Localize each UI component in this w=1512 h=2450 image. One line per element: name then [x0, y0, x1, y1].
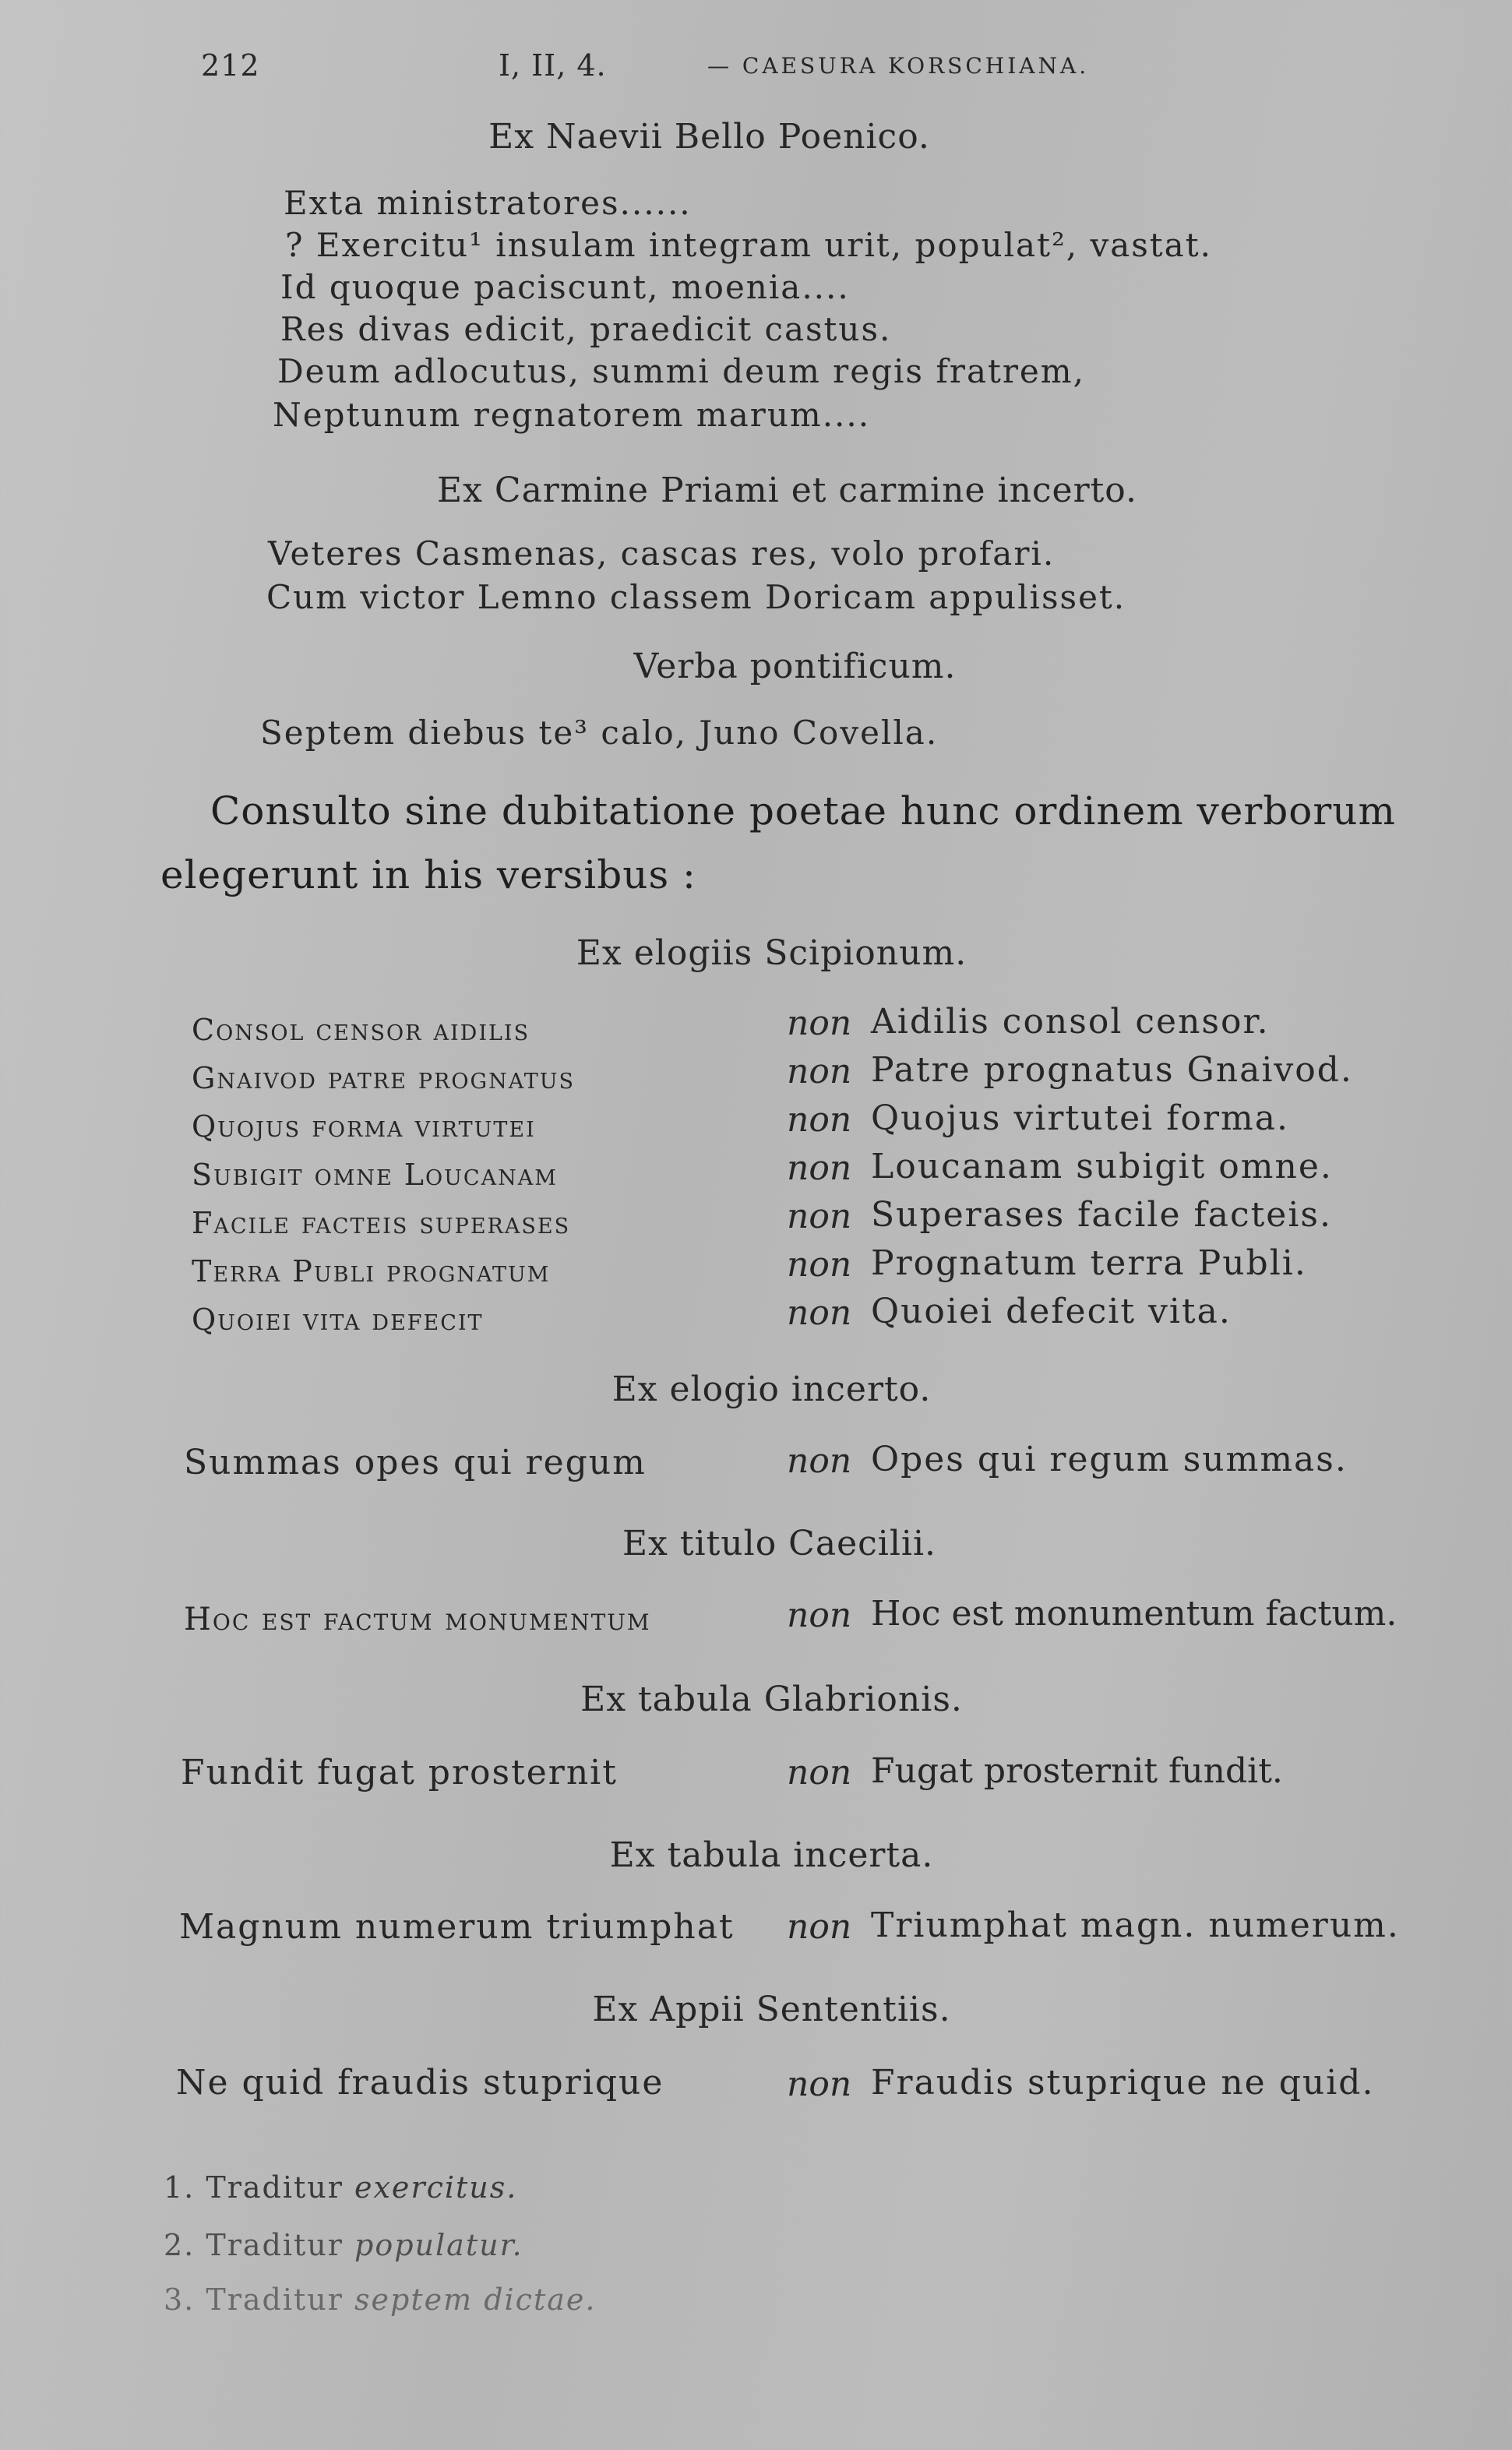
verse-line: Veteres Casmenas, cascas res, volo profari.: [268, 534, 1056, 573]
non-label: non: [787, 1907, 852, 1947]
verse-line: Neptunum regnatorem marum....: [273, 396, 871, 434]
heading-caecilii: Ex titulo Caecilii.: [622, 1524, 937, 1563]
non-label: non: [787, 1753, 852, 1793]
footnote-term: populatur.: [354, 2228, 523, 2262]
elogium-original: Consol censor aidilis: [192, 1013, 530, 1047]
elogium-alternative: Fugat prosternit fundit.: [871, 1751, 1283, 1791]
elogium-alternative: Opes qui regum summas.: [871, 1440, 1348, 1479]
non-label: non: [787, 1197, 852, 1236]
heading-elogio-incerto: Ex elogio incerto.: [611, 1370, 932, 1409]
footnote-number: 3.: [164, 2283, 196, 2317]
footnote: [164, 2283, 596, 2317]
non-label: non: [787, 2064, 852, 2104]
footnote: [164, 2228, 523, 2262]
elogium-original: Subigit omne Loucanam: [192, 1158, 558, 1192]
heading-scipionum: Ex elogiis Scipionum.: [576, 933, 967, 973]
elogium-original: Magnum numerum triumphat: [179, 1907, 735, 1947]
heading-pontificum: Verba pontificum.: [633, 647, 957, 686]
prose-line: elegerunt in his versibus :: [160, 852, 696, 897]
heading-tabula-incerta: Ex tabula incerta.: [609, 1835, 934, 1875]
footnote-word: Traditur: [206, 2228, 344, 2262]
elogium-original: Quoiei vita defecit: [192, 1303, 484, 1337]
elogium-alternative: Patre prognatus Gnaivod.: [871, 1050, 1353, 1090]
elogium-original: Gnaivod patre prognatus: [192, 1061, 575, 1095]
verse-line: Res divas edicit, praedicit castus.: [280, 310, 892, 348]
footnote-number: 1.: [164, 2170, 196, 2205]
elogium-alternative: Prognatum terra Publi.: [871, 1243, 1307, 1283]
footnote-term: septem dictae.: [354, 2283, 597, 2317]
heading-appii: Ex Appii Sententiis.: [592, 1990, 951, 2029]
elogium-alternative: Triumphat magn. numerum.: [871, 1905, 1400, 1945]
elogium-original: Facile facteis superases: [192, 1206, 571, 1240]
non-label: non: [787, 1100, 852, 1140]
footnote-word: Traditur: [206, 2170, 344, 2205]
heading-glabrionis: Ex tabula Glabrionis.: [580, 1680, 963, 1719]
non-label: non: [787, 1441, 852, 1481]
verse-line: ? Exercitu¹ insulam integram urit, populat², vastat.: [285, 226, 1212, 264]
elogium-alternative: Superases facile facteis.: [871, 1195, 1332, 1235]
verse-line: Exta ministratores......: [284, 184, 692, 222]
verse-line: Septem diebus te³ calo, Juno Covella.: [260, 714, 939, 752]
elogium-original: Summas opes qui regum: [184, 1443, 647, 1482]
elogium-alternative: Loucanam subigit omne.: [871, 1147, 1333, 1186]
non-label: non: [787, 1052, 852, 1091]
heading-priami: Ex Carmine Priami et carmine incerto.: [436, 471, 1138, 510]
prose-line: Consulto sine dubitatione poetae hunc ordinem verborum: [210, 788, 1396, 834]
verse-line: Deum adlocutus, summi deum regis fratrem,: [277, 352, 1085, 390]
footnote-term: exercitus.: [354, 2170, 518, 2205]
heading-naevius: Ex Naevii Bello Poenico.: [488, 117, 930, 157]
footnote-word: Traditur: [206, 2283, 344, 2317]
elogium-alternative: Quoiei defecit vita.: [871, 1292, 1232, 1331]
running-title: — CAESURA KORSCHIANA.: [707, 53, 1090, 79]
non-label: non: [787, 1293, 852, 1333]
elogium-alternative: Quojus virtutei forma.: [871, 1098, 1289, 1138]
elogium-original: Ne quid fraudis stuprique: [176, 2063, 664, 2103]
elogium-original: Terra Publi prognatum: [192, 1254, 551, 1288]
non-label: non: [787, 1245, 852, 1285]
verse-line: Cum victor Lemno classem Doricam appulisset.: [266, 578, 1126, 616]
non-label: non: [787, 1148, 852, 1188]
section-reference: I, II, 4.: [499, 48, 607, 83]
elogium-alternative: Fraudis stuprique ne quid.: [871, 2063, 1375, 2103]
non-label: non: [787, 1595, 852, 1635]
elogium-original: Quojus forma virtutei: [192, 1109, 536, 1144]
elogium-original: Fundit fugat prosternit: [181, 1753, 618, 1793]
elogium-alternative: Aidilis consol censor.: [871, 1002, 1270, 1042]
footnote-number: 2.: [164, 2228, 196, 2262]
verse-line: Id quoque paciscunt, moenia....: [280, 268, 850, 306]
page-number: 212: [201, 48, 260, 83]
non-label: non: [787, 1003, 852, 1043]
elogium-original: Hoc est factum monumentum: [184, 1602, 651, 1637]
footnote: [164, 2170, 517, 2205]
elogium-alternative: Hoc est monumentum factum.: [871, 1594, 1397, 1634]
